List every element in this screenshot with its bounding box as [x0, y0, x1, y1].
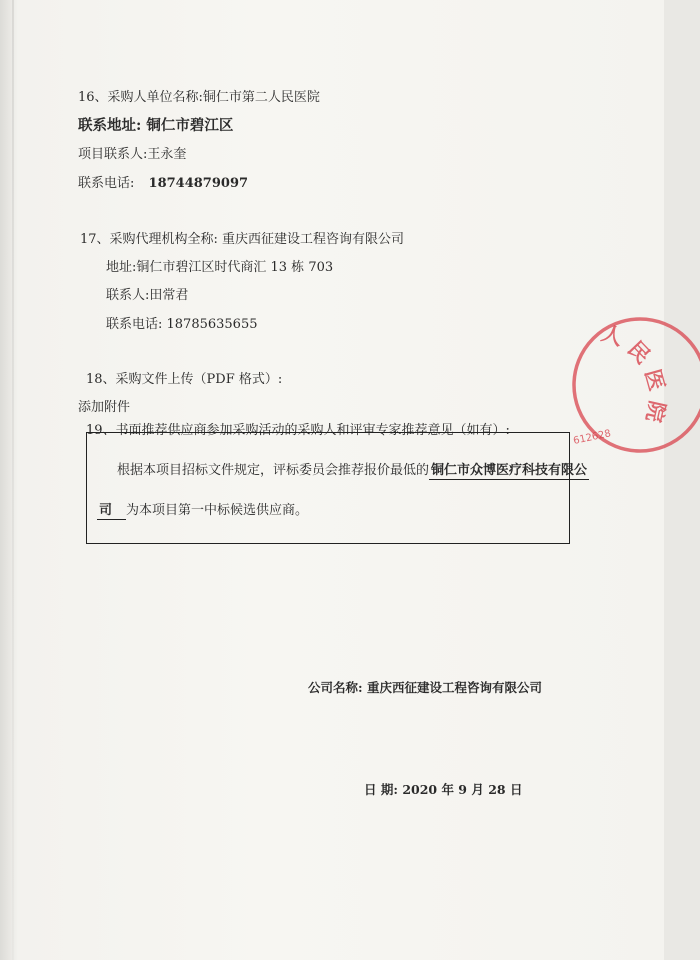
official-seal: [560, 310, 700, 460]
recommended-company-part2: 司: [97, 499, 126, 520]
item19-heading: 19、书面推荐供应商参加采购活动的采购人和评审专家推荐意见（如有）:: [86, 423, 510, 438]
page-fold: [12, 0, 14, 960]
recommendation-box: [86, 432, 588, 544]
item16-phone-row: [78, 172, 248, 191]
seal-number: 612628: [572, 428, 612, 447]
recommended-company-part1: 铜仁市众博医疗科技有限公: [429, 459, 589, 480]
item17-contact: 联系人:田常君: [106, 288, 189, 303]
item17-heading: 17、采购代理机构全称: 重庆西征建设工程咨询有限公司: [80, 232, 405, 247]
footer-company: 公司名称: 重庆西征建设工程咨询有限公司: [308, 680, 542, 695]
recommendation-text-after: 为本项目第一中标候选供应商。: [126, 503, 309, 518]
footer-date: 日 期: 2020 年 9 月 28 日: [364, 782, 523, 797]
recommendation-line1: [117, 459, 589, 480]
recommendation-line2: [97, 499, 308, 520]
seal-text-path: 人 民 医 院: [598, 321, 670, 425]
item16-heading: 16、采购人单位名称:铜仁市第二人民医院: [78, 90, 320, 105]
item16-phone: 18744879097: [148, 176, 249, 191]
recommendation-text-before: 根据本项目招标文件规定，评标委员会推荐报价最低的: [117, 463, 430, 478]
item17-phone: 联系电话: 18785635655: [106, 317, 258, 332]
item16-phone-label: 联系电话:: [78, 176, 135, 191]
item18-attachment-link[interactable]: 添加附件: [78, 400, 131, 415]
item18-heading: 18、采购文件上传（PDF 格式）:: [86, 372, 283, 387]
item16-contact: 项目联系人:王永奎: [78, 147, 187, 162]
seal-text: [599, 321, 670, 424]
item16-address: 联系地址: 铜仁市碧江区: [78, 117, 234, 134]
item17-address: 地址:铜仁市碧江区时代商汇 13 栋 703: [106, 260, 334, 275]
